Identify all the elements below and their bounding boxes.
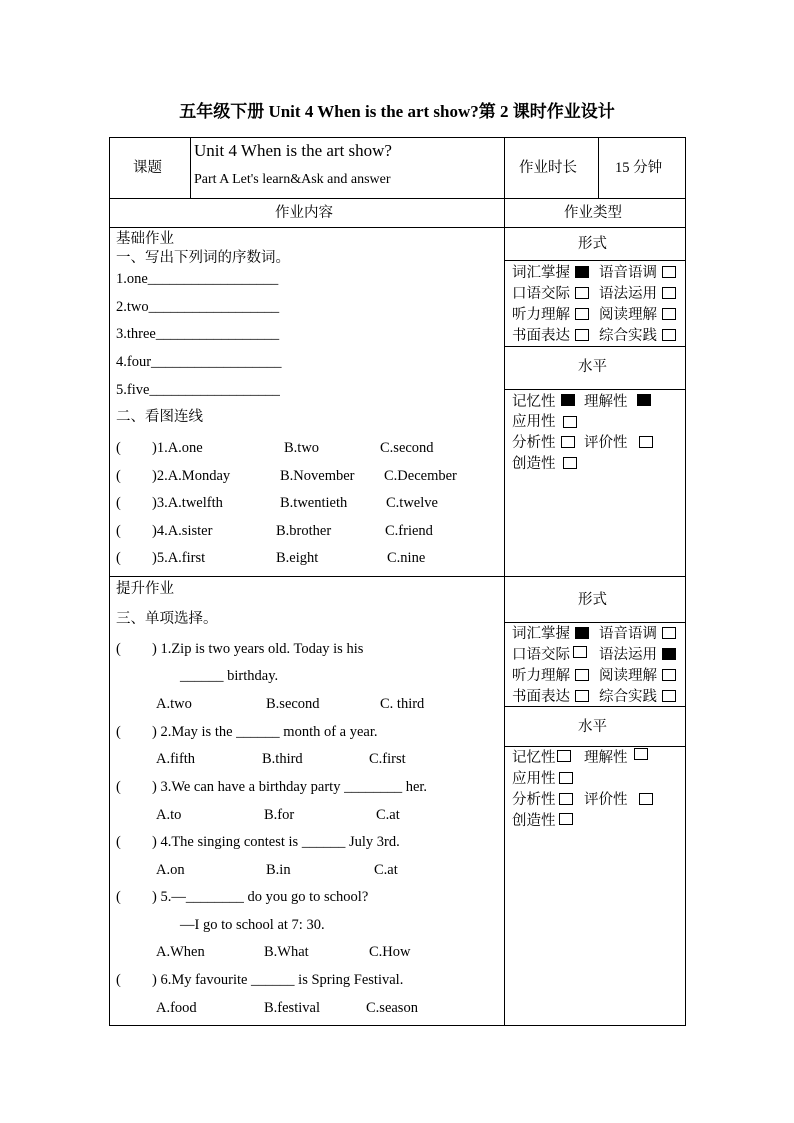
row-divider <box>504 389 686 390</box>
mc-option-b: B.third <box>262 751 303 767</box>
mc-option-b: B.in <box>266 862 291 878</box>
mc-option-b: B.second <box>266 696 320 712</box>
match-item-b: B.two <box>284 440 320 456</box>
q3-instruction: 三、单项选择。 <box>116 611 218 627</box>
mc-option-c: C.at <box>374 862 398 878</box>
level-checkbox[interactable] <box>563 416 577 428</box>
form-option: 综合实践 <box>599 689 657 705</box>
form-option: 综合实践 <box>599 328 657 344</box>
mc-question-cont: ______ birthday. <box>180 668 279 684</box>
content-header: 作业内容 <box>275 205 333 221</box>
mc-paren: ( <box>116 972 121 988</box>
row-divider <box>504 346 686 347</box>
lesson-part: Part A Let's learn&Ask and answer <box>194 172 391 187</box>
mc-paren: ( <box>116 889 121 905</box>
match-item-b: B.eight <box>276 550 319 566</box>
form-option: 语法运用 <box>599 286 657 302</box>
level-option: 分析性 <box>512 792 556 808</box>
mc-question: ) 5.—________ do you go to school? <box>152 889 369 905</box>
level-checkbox[interactable] <box>559 793 573 805</box>
form-option: 听力理解 <box>512 668 570 684</box>
match-item-a: )5.A.first <box>152 550 206 566</box>
mc-paren: ( <box>116 834 121 850</box>
row-divider <box>504 260 686 261</box>
level-checkbox[interactable] <box>559 813 573 825</box>
level-checkbox[interactable] <box>637 394 651 406</box>
basic-heading: 基础作业 <box>116 231 174 247</box>
mc-option-a: A.fifth <box>156 751 196 767</box>
form-option: 书面表达 <box>512 328 570 344</box>
form-option: 书面表达 <box>512 689 570 705</box>
row-divider <box>504 706 686 707</box>
match-item-c: C.friend <box>385 523 433 539</box>
form-checkbox[interactable] <box>662 329 676 341</box>
duration-value: 15 分钟 <box>615 160 663 176</box>
level-option: 理解性 <box>584 394 628 410</box>
form-checkbox[interactable] <box>575 669 589 681</box>
form-checkbox[interactable] <box>575 690 589 702</box>
mc-option-c: C.How <box>369 944 411 960</box>
match-item-a: )3.A.twelfth <box>152 495 223 511</box>
q1-instruction: 一、写出下列词的序数词。 <box>116 250 290 266</box>
form-checkbox[interactable] <box>662 627 676 639</box>
match-item-b: B.November <box>280 468 355 484</box>
form-option: 语法运用 <box>599 647 657 663</box>
match-item-a: )1.A.one <box>152 440 203 456</box>
match-paren: ( <box>116 495 121 511</box>
level-label: 水平 <box>578 719 607 735</box>
mc-option-b: B.festival <box>264 1000 320 1016</box>
form-checkbox[interactable] <box>662 690 676 702</box>
level-option: 记忆性 <box>512 750 556 766</box>
level-checkbox[interactable] <box>634 748 648 760</box>
ordinal-item: 4.four__________________ <box>116 354 282 370</box>
match-paren: ( <box>116 468 121 484</box>
level-checkbox[interactable] <box>557 750 571 762</box>
form-option: 阅读理解 <box>599 668 657 684</box>
form-option: 听力理解 <box>512 307 570 323</box>
mc-option-b: B.for <box>264 807 295 823</box>
mc-question-cont: —I go to school at 7: 30. <box>180 917 325 933</box>
form-checkbox[interactable] <box>662 308 676 320</box>
ordinal-item: 1.one__________________ <box>116 271 279 287</box>
level-checkbox[interactable] <box>559 772 573 784</box>
form-checkbox[interactable] <box>662 287 676 299</box>
level-checkbox[interactable] <box>639 436 653 448</box>
level-checkbox[interactable] <box>639 793 653 805</box>
level-option: 应用性 <box>512 771 556 787</box>
mc-option-c: C. third <box>380 696 425 712</box>
form-option: 词汇掌握 <box>512 265 570 281</box>
mc-option-b: B.What <box>264 944 309 960</box>
form-option: 口语交际 <box>512 647 570 663</box>
match-item-b: B.brother <box>276 523 332 539</box>
level-option: 记忆性 <box>512 394 556 410</box>
match-item-c: C.twelve <box>386 495 438 511</box>
level-option: 应用性 <box>512 414 556 430</box>
match-item-a: )4.A.sister <box>152 523 213 539</box>
advanced-heading: 提升作业 <box>116 581 174 597</box>
match-paren: ( <box>116 523 121 539</box>
mc-paren: ( <box>116 641 121 657</box>
col-divider <box>190 137 191 198</box>
page-title: 五年级下册 Unit 4 When is the art show?第 2 课时作业设计 <box>179 102 615 121</box>
mc-question: ) 2.May is the ______ month of a year. <box>152 724 378 740</box>
mc-question: ) 1.Zip is two years old. Today is his <box>152 641 364 657</box>
mc-option-a: A.food <box>156 1000 197 1016</box>
mc-option-c: C.at <box>376 807 400 823</box>
level-checkbox[interactable] <box>561 436 575 448</box>
row-divider <box>109 227 686 228</box>
match-item-c: C.nine <box>387 550 426 566</box>
mc-question: ) 4.The singing contest is ______ July 3rd. <box>152 834 400 850</box>
form-label: 形式 <box>578 236 607 252</box>
level-label: 水平 <box>578 359 607 375</box>
level-option: 评价性 <box>584 792 628 808</box>
ordinal-item: 5.five__________________ <box>116 382 280 398</box>
form-checkbox[interactable] <box>662 648 676 660</box>
form-checkbox[interactable] <box>575 329 589 341</box>
form-label: 形式 <box>578 592 607 608</box>
row-divider <box>109 576 686 577</box>
unit-title: Unit 4 When is the art show? <box>194 141 392 160</box>
mc-paren: ( <box>116 724 121 740</box>
match-item-a: )2.A.Monday <box>152 468 231 484</box>
match-item-c: C.second <box>380 440 434 456</box>
match-paren: ( <box>116 440 121 456</box>
form-checkbox[interactable] <box>662 669 676 681</box>
mc-question: ) 3.We can have a birthday party ________ her. <box>152 779 428 795</box>
topic-label: 课题 <box>133 160 162 176</box>
form-option: 语音语调 <box>599 265 657 281</box>
mc-option-a: A.When <box>156 944 205 960</box>
form-option: 口语交际 <box>512 286 570 302</box>
form-checkbox[interactable] <box>573 646 587 658</box>
mc-option-a: A.on <box>156 862 185 878</box>
row-divider <box>504 622 686 623</box>
mc-question: ) 6.My favourite ______ is Spring Festival. <box>152 972 404 988</box>
form-checkbox[interactable] <box>575 308 589 320</box>
ordinal-item: 2.two__________________ <box>116 299 280 315</box>
level-checkbox[interactable] <box>563 457 577 469</box>
form-checkbox[interactable] <box>575 287 589 299</box>
match-paren: ( <box>116 550 121 566</box>
mc-option-a: A.two <box>156 696 192 712</box>
level-option: 理解性 <box>584 750 628 766</box>
level-option: 分析性 <box>512 435 556 451</box>
level-option: 评价性 <box>584 435 628 451</box>
q2-instruction: 二、看图连线 <box>116 409 203 425</box>
level-option: 创造性 <box>512 456 556 472</box>
form-option: 语音语调 <box>599 626 657 642</box>
mc-option-a: A.to <box>156 807 182 823</box>
mc-option-c: C.season <box>366 1000 418 1016</box>
duration-label: 作业时长 <box>519 160 577 176</box>
col-divider <box>598 137 599 198</box>
type-header: 作业类型 <box>564 205 622 221</box>
col-divider <box>504 137 505 1026</box>
form-option: 阅读理解 <box>599 307 657 323</box>
level-checkbox[interactable] <box>561 394 575 406</box>
form-checkbox[interactable] <box>575 627 589 639</box>
level-option: 创造性 <box>512 813 556 829</box>
mc-option-c: C.first <box>369 751 406 767</box>
match-item-c: C.December <box>384 468 457 484</box>
mc-paren: ( <box>116 779 121 795</box>
ordinal-item: 3.three_________________ <box>116 326 280 342</box>
match-item-b: B.twentieth <box>280 495 348 511</box>
form-option: 词汇掌握 <box>512 626 570 642</box>
form-checkbox[interactable] <box>575 266 589 278</box>
row-divider <box>109 198 686 199</box>
form-checkbox[interactable] <box>662 266 676 278</box>
row-divider <box>504 746 686 747</box>
